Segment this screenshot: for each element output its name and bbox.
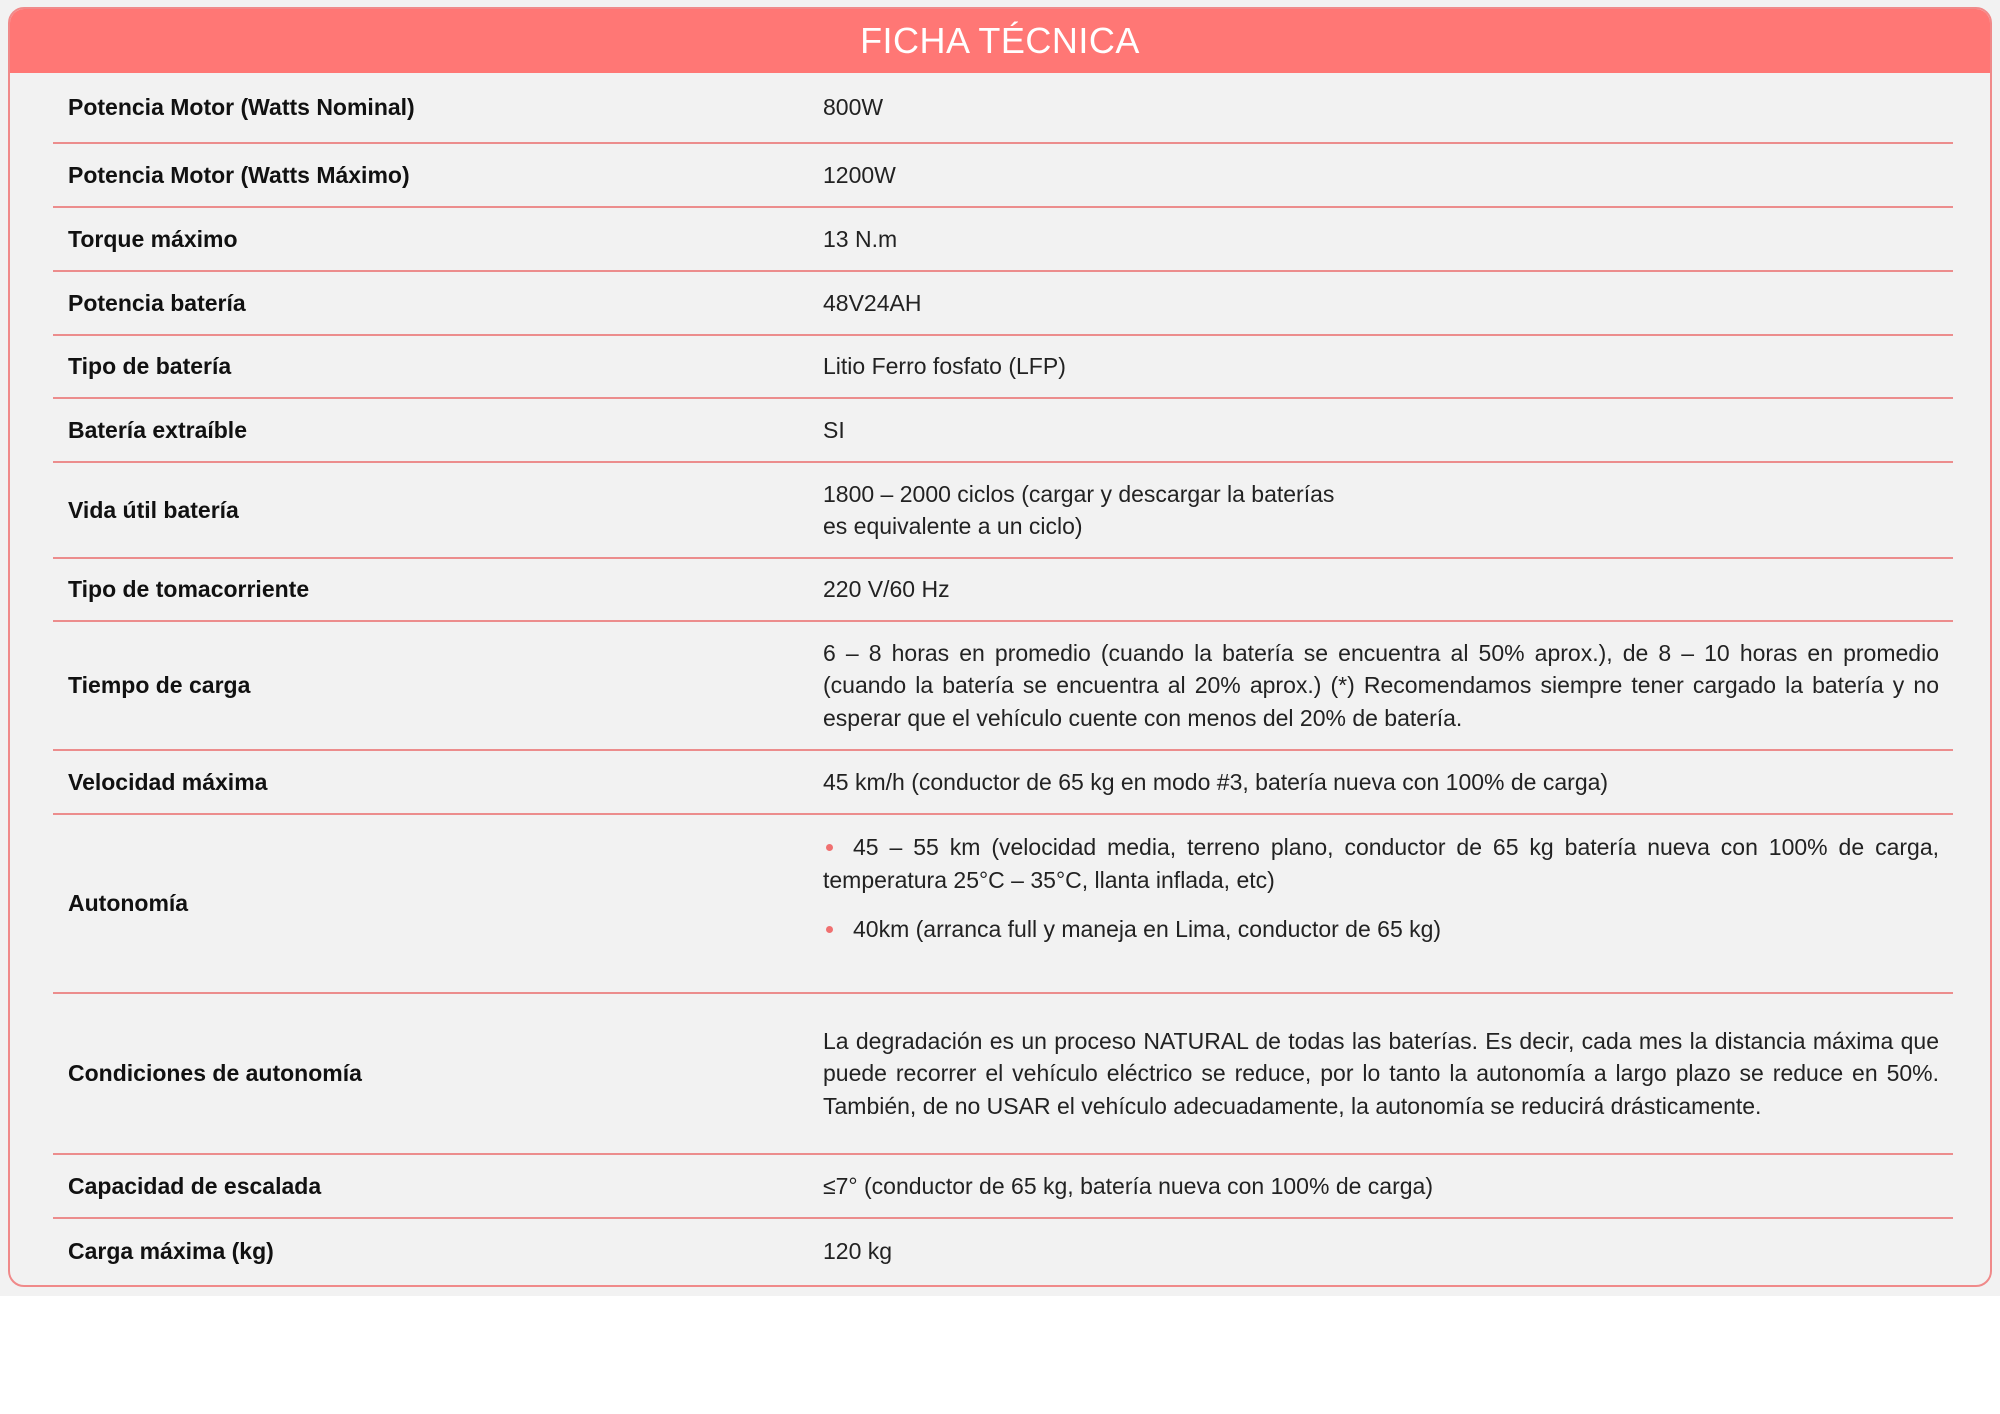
spec-value: 6 – 8 horas en promedio (cuando la batería se encuentra al 50% aprox.), de 8 – 10 horas en promedio (cuando la batería se encuentra al 20% aprox.) (*) Recomendamos siempre tener cargado la batería y no esperar que el vehículo cuente con menos del 20% de batería. bbox=[823, 639, 1939, 731]
bullet-icon bbox=[826, 844, 833, 851]
spec-row-autonomia bbox=[53, 815, 1953, 994]
bullet-icon bbox=[826, 926, 833, 933]
spec-label: Potencia Motor (Watts Máximo) bbox=[68, 161, 410, 188]
spec-sheet-title: FICHA TÉCNICA bbox=[860, 20, 1140, 61]
spec-value: 45 km/h (conductor de 65 kg en modo #3, batería nueva con 100% de carga) bbox=[823, 768, 1609, 795]
spec-row-bateria-extraible bbox=[53, 399, 1953, 463]
spec-label: Vida útil batería bbox=[68, 496, 239, 523]
spec-value: 120 kg bbox=[823, 1237, 893, 1264]
spec-value-line: 1800 – 2000 ciclos (cargar y descargar la baterías bbox=[823, 480, 1335, 507]
spec-label: Potencia Motor (Watts Nominal) bbox=[68, 94, 415, 120]
spec-row-carga-maxima bbox=[53, 1219, 1953, 1283]
list-item bbox=[823, 913, 1939, 946]
spec-label: Capacidad de escalada bbox=[68, 1172, 322, 1199]
spec-value: 13 N.m bbox=[823, 225, 898, 252]
spec-label: Batería extraíble bbox=[68, 416, 247, 443]
spec-label: Autonomía bbox=[68, 890, 189, 916]
spec-label: Carga máxima (kg) bbox=[68, 1237, 274, 1264]
spec-value: ≤7° (conductor de 65 kg, batería nueva con 100% de carga) bbox=[823, 1172, 1433, 1199]
list-item bbox=[823, 831, 1939, 896]
spec-row-potencia-bateria bbox=[53, 272, 1953, 336]
autonomia-list bbox=[823, 831, 1939, 946]
spec-value: 800W bbox=[823, 94, 884, 121]
spec-value: La degradación es un proceso NATURAL de todas las baterías. Es decir, cada mes la distancia máxima que puede recorrer el vehículo eléctrico se reduce, por lo tanto la autonomía a largo plazo se reduce en 50%. También, de no USAR el vehículo adecuadamente, la autonomía se reducirá drásticamente. bbox=[823, 1027, 1939, 1119]
spec-row-vida-util bbox=[53, 463, 1953, 559]
spec-value: SI bbox=[823, 416, 845, 443]
spec-label: Torque máximo bbox=[68, 225, 238, 252]
spec-label: Tiempo de carga bbox=[68, 672, 251, 698]
spec-row-potencia-maxima bbox=[53, 144, 1953, 208]
spec-value bbox=[823, 831, 1939, 963]
spec-row-condiciones-autonomia bbox=[53, 994, 1953, 1155]
spec-value-line: es equivalente a un ciclo) bbox=[823, 513, 1083, 539]
spec-row-potencia-nominal bbox=[53, 73, 1953, 144]
spec-value: 220 V/60 Hz bbox=[823, 576, 950, 603]
spec-value bbox=[823, 478, 1939, 543]
spec-value: 1200W bbox=[823, 161, 896, 188]
spec-row-capacidad-escalada bbox=[53, 1155, 1953, 1219]
spec-label: Tipo de tomacorriente bbox=[68, 576, 310, 602]
spec-row-tipo-bateria bbox=[53, 336, 1953, 399]
spec-row-velocidad-maxima bbox=[53, 751, 1953, 815]
spec-sheet-header bbox=[10, 9, 1990, 73]
spec-label: Potencia batería bbox=[68, 289, 246, 316]
spec-row-tomacorriente bbox=[53, 559, 1953, 622]
spec-row-tiempo-carga bbox=[53, 622, 1953, 751]
spec-label: Tipo de batería bbox=[68, 353, 232, 379]
list-item-text: 45 – 55 km (velocidad media, terreno plano, conductor de 65 kg batería nueva con 100% de carga, temperatura 25°C – 35°C, llanta inflada, etc) bbox=[823, 834, 1939, 893]
spec-label: Condiciones de autonomía bbox=[68, 1060, 362, 1086]
spec-value: 48V24AH bbox=[823, 289, 922, 316]
spec-row-torque bbox=[53, 208, 1953, 272]
list-item-text: 40km (arranca full y maneja en Lima, conductor de 65 kg) bbox=[853, 916, 1442, 942]
spec-label: Velocidad máxima bbox=[68, 768, 268, 795]
spec-sheet-card bbox=[8, 7, 1992, 1287]
spec-value: Litio Ferro fosfato (LFP) bbox=[823, 353, 1066, 380]
